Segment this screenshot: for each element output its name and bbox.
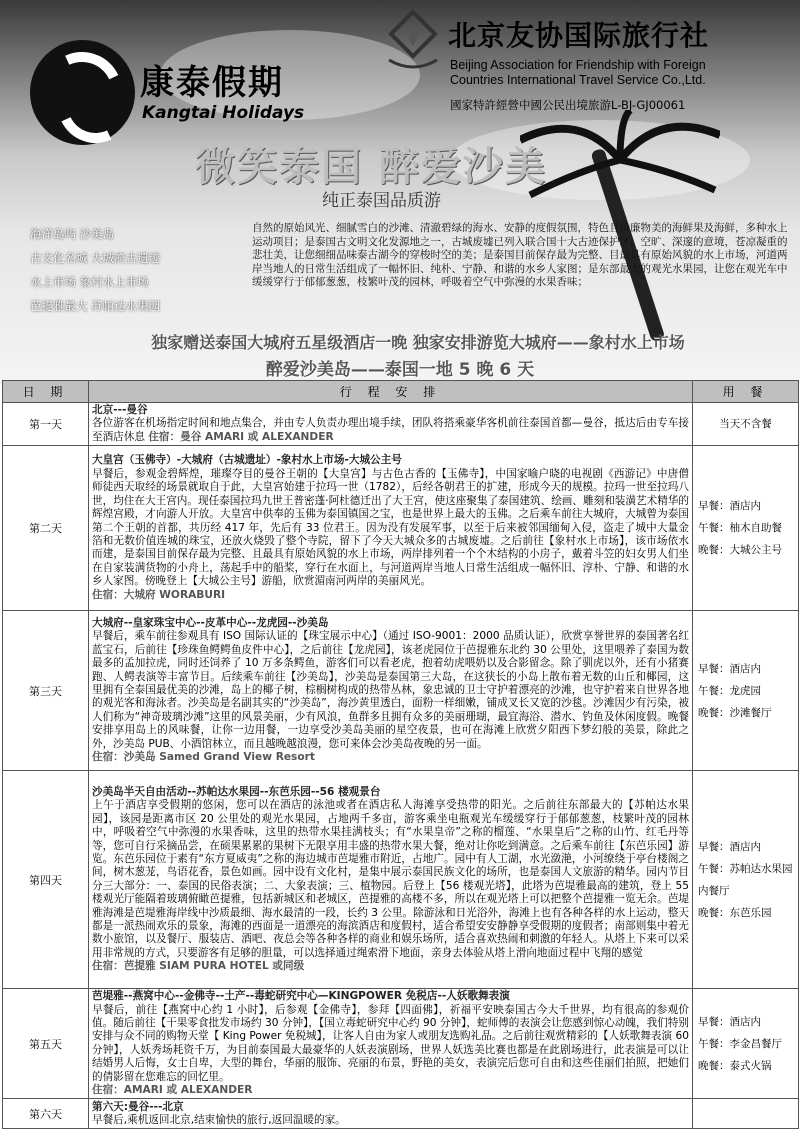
hero-banner <box>0 0 800 385</box>
meals-text: 早餐：酒店内 午餐：柚木自助餐 晚餐：大城公主号 <box>698 500 782 557</box>
day-label: 第三天 <box>3 611 89 771</box>
meals-text: 早餐：酒店内 午餐：苏帕达水果园内餐厅 晚餐：东芭乐园 <box>698 840 793 919</box>
day-content <box>89 611 693 771</box>
header-itinerary: 行 程 安 排 <box>89 381 693 403</box>
route-description: 各位游客在机场指定时间和地点集合，并由专人负责办理出境手续，团队将搭乘豪华客机前往泰国首都—曼谷，抵达后由专车接至酒店休息 <box>92 417 689 443</box>
header-meals: 用 餐 <box>693 381 799 403</box>
kangtai-name-cn: 康泰假期 <box>140 63 284 103</box>
route-title: 芭堤雅--燕窝中心--金佛寺--土产--毒蛇研究中心—KINGPOWER 免税店--人妖歌舞表演 <box>92 990 510 1003</box>
hotel-info: 住宿：大城府 WORABURI <box>92 588 226 601</box>
promo-line-1: 独家赠送泰国大城府五星级酒店一晚 独家安排游览大城府——象村水上市场 <box>151 333 685 352</box>
day-label: 第五天 <box>3 989 89 1099</box>
route-description: 早餐后，前往【燕窝中心约 1 小时】，后参观【金佛寺】，参拜【四面佛】，祈福平安映泰国古今大千世界，均有很高的参观价值。随后前往【干果零食批发市场约 30 分钟】，【国立毒蛇研究中心约 90 分钟】，蛇师傅的表演会让您感到惊心动魄，我们特别安排与众不同的购物天堂【 King Power 免税城】，让客人自由为家人或朋友选购礼品。之后前往观赏精彩的【人妖歌舞表演 60 分钟】，人妖秀场耗资千万，为目前泰国最大最豪华的人妖表演剧场，世界人妖选美比赛也都是在此剧场进行，此表演是可以让结婚男人后悔，女士自卑，大型的舞台，华丽的服饰、亮丽的布景，野艳的美女，表演完后您可自由和这些佳丽们拍照，把她们的倩影留在您难忘的回忆里。 <box>92 1003 689 1083</box>
table-row <box>3 403 799 446</box>
table-row <box>3 771 799 989</box>
table-row <box>3 611 799 771</box>
meals-info <box>693 1099 799 1129</box>
agency-name-en <box>450 58 706 88</box>
license-number: 國家特許經營中國公民出境旅游L-BJ-GJ00061 <box>450 98 686 112</box>
kangtai-logo-icon <box>30 40 135 145</box>
subtitle: 纯正泰国品质游 <box>322 191 441 211</box>
day-label: 第四天 <box>3 771 89 989</box>
table-row <box>3 1099 799 1129</box>
route-title: 北京---曼谷 <box>92 404 148 416</box>
route-description: 早餐后，参观金碧辉煌，璀璨夺目的曼谷王朝的【大皇宫】与古色古香的【玉佛寺】，中国家喻户晓的电视剧《西游记》中唐僧师徒西天取经的场景就取自于此，大皇宫始建于拉玛一世（1782），后经各朝君王的扩建，形成今天的规模。拉玛一世至拉玛八世，均住在大王宫内。现任泰国拉玛九世王普密蓬·阿杜德迁出了大王宫，使这座聚集了泰国建筑、绘画、雕刻和装潢艺术精华的辉煌宫殿，才向游人开放。大皇宫中供奉的玉佛为泰国镇国之宝，也是世界上最大的玉佛。之后乘车前往大城府，大城曾为泰国第二个王朝的首都，共历经 417 年，先后有 33 位君王。因为没有发展军事，以至于后来被邻国缅甸入侵，盗走了城中大量金箔和无数价值连城的珠宝，还放火烧毁了整个寺院，留下了今天大城众多的古城废墟。之后前往【象村水上市场】，该市场依水而建，是泰国目前保存最为完整、且最具有原始风貌的水上市场，两岸排列着一个个木结构的小房子，戴着斗笠的妇女男人们坐在自家装满货物的小舟上，荡起手中的船桨，穿行在水面上，与河道两岸当地人日常生活组成一幅怀旧、淳朴、宁静、和谐的水乡人家图。傍晚登上【大城公主号】游船，欣赏湄南河两岸的美丽风光。 <box>92 467 689 588</box>
meals-info <box>693 446 799 611</box>
meals-info <box>693 771 799 989</box>
day-content <box>89 989 693 1099</box>
hotel-info: 住宿：AMARI 或 ALEXANDER <box>92 1084 253 1097</box>
day-content <box>89 403 693 446</box>
route-title: 大城府--皇家珠宝中心--皮革中心--龙虎园--沙美岛 <box>92 616 329 629</box>
day-content <box>89 771 693 989</box>
table-row <box>3 989 799 1099</box>
agency-name-en-line1: Beijing Association for Friendship with Foreign <box>450 58 706 72</box>
route-title: 大皇宫（玉佛寺）-大城府（古城遗址）-象村水上市场-大城公主号 <box>92 454 402 467</box>
meals-text: 当天不含餐 <box>719 418 772 431</box>
agency-name-cn: 北京友协国际旅行社 <box>448 19 710 52</box>
day-content <box>89 446 693 611</box>
itinerary-table <box>2 380 799 1129</box>
feature-descriptions: 自然的原始风光、细腻雪白的沙滩、清澈碧绿的海水、安静的度假氛围，特色且价廉物美的海鲜果及海鲜，多种水上运动项目；是泰国古文明文化发源地之一，古城废墟已列入联合国十大古迹保护区，空旷、深邃的意境，苍凉凝重的悲壮美，让您细细品味泰古湖今的穿梭时空的美；是泰国目前保存最为完整、目最具有原始风貌的水上市场，河道两岸当地人的日常生活组成了一幅怀旧、纯朴、宁静、和谐的水乡人家图；是东部最大的观光水果园，让您在观光车中缓缓穿行于郁郁葱葱，枝繁叶茂的园林，呼吸着空气中弥漫的水果香味； <box>252 222 788 288</box>
day-label: 第六天 <box>3 1099 89 1129</box>
agency-logo-icon <box>383 4 443 74</box>
table-header-row <box>3 381 799 403</box>
meals-info <box>693 611 799 771</box>
table-row <box>3 446 799 611</box>
feature-item: 古文化名城 大城府古遗迹 <box>30 251 161 265</box>
meals-text: 早餐：酒店内 午餐：李金昌餐厅 晚餐：泰式火锅 <box>698 1015 782 1072</box>
hotel-info: 住宿：沙美岛 Samed Grand View Resort <box>92 751 315 764</box>
day-label: 第一天 <box>3 403 89 446</box>
feature-item: 芭提雅最大 苏帕达水果园 <box>30 299 161 313</box>
route-description: 早餐后，乘车前往参观具有 ISO 国际认证的【珠宝展示中心】（通过 ISO-9001：2000 品质认证），欣赏享誉世界的泰国著名红蓝宝石，后前往【珍珠鱼鳄鳄鱼皮件中心】，之后前往【龙虎园】，该老虎园位于芭提雅东北约 30 公里处，这里喂养了泰国为数最多的孟加拉虎，同时还饲养了 10 万多条鳄鱼，游客们可以看老虎，抱着幼虎喂奶以及合影留念。除了驯虎以外，还有小猪赛跑、人鳄表演等丰富节目。后续乘车前往【沙美岛】，沙美岛是泰国第三大岛，在这狭长的小岛上散布着无数的山丘和椰园，这里拥有全泰国最优美的沙滩，岛上的椰子树，棕榈树构成的热带丛林，象忠诚的卫士守护着漂亮的沙滩，也守护着来自世界各地的观光客和海泳者。沙美岛是名副其实的“沙美岛”，海沙黄里透白，面粉一样细嫩，铺成叉长又宽的沙毯。沙滩因少有污染，被人们称为“神奇玻璃沙滩”这里的风景美丽，少有风浪，鱼群多且拥有众多的美丽珊瑚，最宜海浴、潜水、钓鱼及休闲度假。晚餐安排享用岛上的风味餐，让你一边用餐，一边享受沙美岛美丽的星空夜景，也可在海滩上欣赏夕阳西下梦幻般的美景，除此之外，沙美岛 PUB、小酒馆林立，而且越晚越浪漫，您可来体会沙美岛夜晚的另一面。 <box>92 630 689 750</box>
route-title: 沙美岛半天自由活动--苏帕达水果园--东芭乐园--56 楼观景台 <box>92 785 381 798</box>
hotel-info: 住宿：芭提雅 SIAM PURA HOTEL 或同级 <box>92 960 305 973</box>
meals-info <box>693 989 799 1099</box>
promo-line-2: 醉爱沙美岛——泰国一地 5 晚 6 天 <box>265 360 535 380</box>
feature-item: 水上市场 象村水上市场 <box>30 275 149 289</box>
route-description: 上午于酒店享受假期的悠闲，您可以在酒店的泳池或者在酒店私人海滩享受热带的阳光。之后前往东部最大的【苏帕达水果园】，该园是距离市区 20 公里处的观光水果园，占地两千多亩，游客乘坐电瓶观光车缓缓穿行于郁郁葱葱，枝繁叶茂的园林中，呼吸着空气中弥漫的水果香味，这里的热带水果挂满枝头；有“水果皇帝”之称的榴莲、“水果皇后”之称的山竹、红毛丹等等，您可自行采摘品尝，在硕果累累的果树下无限享用丰盛的热带水果大餐，绝对让你吃到满意。之后乘车前往【东芭乐园】游览。东芭乐园位于素有“东方夏威夷”之称的海边城市芭堤雅市附近，占地广。园中有人工湖，水光潋滟，小河缭绕于亭台楼阁之间，树木葱茏，鸟语花香，景色如画。园中设有文化村，是集中展示泰国民族文化的场所，也是泰国人文旅游的精华。园内节目分三大部分：一、泰国的民俗表演；二、大象表演；三、植物园。后登上【56 楼观光塔】，此塔为芭堤雅最高的建筑，登上 55 楼观光厅能隔着玻璃俯瞰芭提雅，包括新城区和老城区，芭提雅的高楼不多，所以在观光塔上可以把整个芭提雅一览无余。芭堤雅海滩是芭堤雅海岸线中沙质最细、海水最清的一段，长约 3 公里。除游泳和日光浴外，海滩上也有各种各样的水上运动，整天都是一派热闹欢乐的景象，海滩的西面是一道漂亮的海滨酒店和度假村，适合希望安安静静享受假期的度假者；南部则集中着无数小旅馆，以及餐厅、服装店、酒吧、夜总会等各种各样的商业和娱乐场所，适合喜欢热闹和刺激的年轻人。从塔上下来可以采用非常规的方式，只要游客有足够的胆量，可以选择通过绳索滑下地面，亲身去体验从塔上滑向地面过程中飞翔的感觉 <box>92 799 689 959</box>
meals-text: 早餐：酒店内 午餐：龙虎园 晚餐：沙滩餐厅 <box>698 662 772 719</box>
headline: 微笑泰国 醉爱沙美 <box>195 144 547 190</box>
header-day: 日 期 <box>3 381 89 403</box>
palm-leaves-icon <box>520 110 720 200</box>
kangtai-name-en: Kangtai Holidays <box>142 103 305 123</box>
meals-info <box>693 403 799 446</box>
feature-item: 海洋岛屿 沙美岛 <box>30 227 115 241</box>
route-description: 早餐后,乘机返回北京,结束愉快的旅行,返回温暖的家。 <box>92 1113 346 1126</box>
feature-list-left <box>30 222 160 318</box>
agency-name-en-line2: Countries International Travel Service Co.,Ltd. <box>450 73 706 87</box>
route-title: 第六天:曼谷---北京 <box>92 1100 184 1113</box>
hotel-info: 住宿：曼谷 AMARI 或 ALEXANDER <box>148 430 334 443</box>
day-content <box>89 1099 693 1129</box>
day-label: 第二天 <box>3 446 89 611</box>
